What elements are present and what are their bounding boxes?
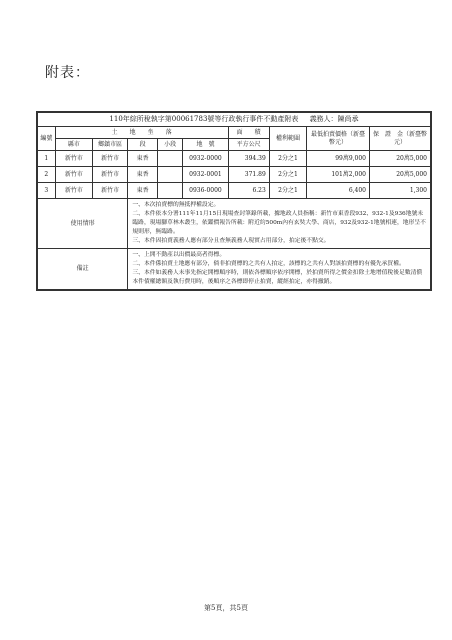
usage-label: 使用情形 — [38, 199, 128, 249]
cell-lot: 0936-0000 — [183, 183, 228, 199]
cell-price: 101萬2,000 — [307, 167, 370, 183]
table-caption — [38, 113, 431, 127]
cell-subsection — [157, 151, 183, 167]
header-county: 縣市 — [55, 139, 92, 151]
remarks-line: 二、本件係拍賣土地應有部分，倘非拍賣標的之共有人拍定，該標的之共有人對該拍賣標的有優先承買權。 — [132, 260, 405, 267]
cell-township: 新竹市 — [93, 151, 128, 167]
cell-county: 新竹市 — [55, 151, 92, 167]
header-no: 編號 — [38, 127, 56, 151]
cell-subsection — [157, 183, 183, 199]
header-subsection: 小段 — [157, 139, 183, 151]
cell-township: 新竹市 — [93, 183, 128, 199]
header-township: 鄉鎮市區 — [93, 139, 128, 151]
cell-county: 新竹市 — [55, 183, 92, 199]
page-number: 第5頁，共5頁 — [204, 604, 248, 612]
cell-lot: 0932-0001 — [183, 167, 228, 183]
cell-section: 東香 — [128, 183, 157, 199]
property-table — [36, 111, 432, 291]
cell-deposit: 20萬5,000 — [370, 151, 431, 167]
table-row — [38, 167, 431, 183]
caption-main: 110年綜所稅執字第00061783號等行政執行事件不動產附表 — [109, 114, 299, 123]
cell-county: 新竹市 — [55, 167, 92, 183]
remarks-line: 三、本件如義務人未事先指定開標順序時，則依各標順序依序開標，於拍賣所得之價金扣除土地增值稅後足數清償本件債權總額及執行費用時，後順序之各標即停止拍賣，縱經拍定，亦得撤銷。 — [132, 269, 423, 285]
header-land-group: 土 地 坐 落 — [55, 127, 228, 139]
usage-line: 二、本件依本分署111年11月15日現場查封筆錄所載，據地政人員指稱：新竹市東香段932、932-1及936地號未臨路，現場腳草林木叢生，依鑑價報告所載：附近約500m內有玄奘大學、商店，932及932-1地號相連，地形呈不規則形，無臨路。 — [132, 210, 426, 235]
header-sqm: 平方公尺 — [228, 139, 269, 151]
header-deposit: 保 證 金（新臺幣元） — [370, 127, 431, 151]
usage-line: 一、本次拍賣標的無抵押權設定。 — [132, 202, 220, 208]
usage-line: 三、本件因拍賣義務人應有部分且查無義務人現實占用部分，拍定後不點交。 — [132, 237, 330, 244]
cell-area: 371.89 — [228, 167, 269, 183]
header-section: 段 — [128, 139, 157, 151]
header-min-price: 最低拍賣價格（新臺幣元） — [307, 127, 370, 151]
cell-share: 2分之1 — [269, 167, 306, 183]
header-lot: 地 號 — [183, 139, 228, 151]
cell-section: 東香 — [128, 151, 157, 167]
remarks-notes — [128, 248, 431, 289]
cell-price: 99萬9,000 — [307, 151, 370, 167]
table-row — [38, 183, 431, 199]
table-row — [38, 151, 431, 167]
cell-share: 2分之1 — [269, 151, 306, 167]
caption-obligor: 義務人：陳尚承 — [309, 114, 359, 123]
remarks-line: 一、上開不動產以出價最高者得標。 — [132, 251, 226, 258]
cell-price: 6,400 — [307, 183, 370, 199]
page-title: 附表： — [45, 65, 90, 81]
cell-subsection — [157, 167, 183, 183]
cell-deposit: 20萬5,000 — [370, 167, 431, 183]
cell-township: 新竹市 — [93, 167, 128, 183]
cell-lot: 0932-0000 — [183, 151, 228, 167]
usage-notes — [128, 199, 431, 249]
cell-section: 東香 — [128, 167, 157, 183]
cell-no: 1 — [38, 151, 56, 167]
header-share: 權利範圍 — [269, 127, 306, 151]
cell-area: 394.39 — [228, 151, 269, 167]
cell-no: 2 — [38, 167, 56, 183]
cell-share: 2分之1 — [269, 183, 306, 199]
cell-area: 6.23 — [228, 183, 269, 199]
header-area-group: 面 積 — [228, 127, 269, 139]
cell-no: 3 — [38, 183, 56, 199]
cell-deposit: 1,300 — [370, 183, 431, 199]
remarks-label: 備註 — [38, 248, 128, 289]
